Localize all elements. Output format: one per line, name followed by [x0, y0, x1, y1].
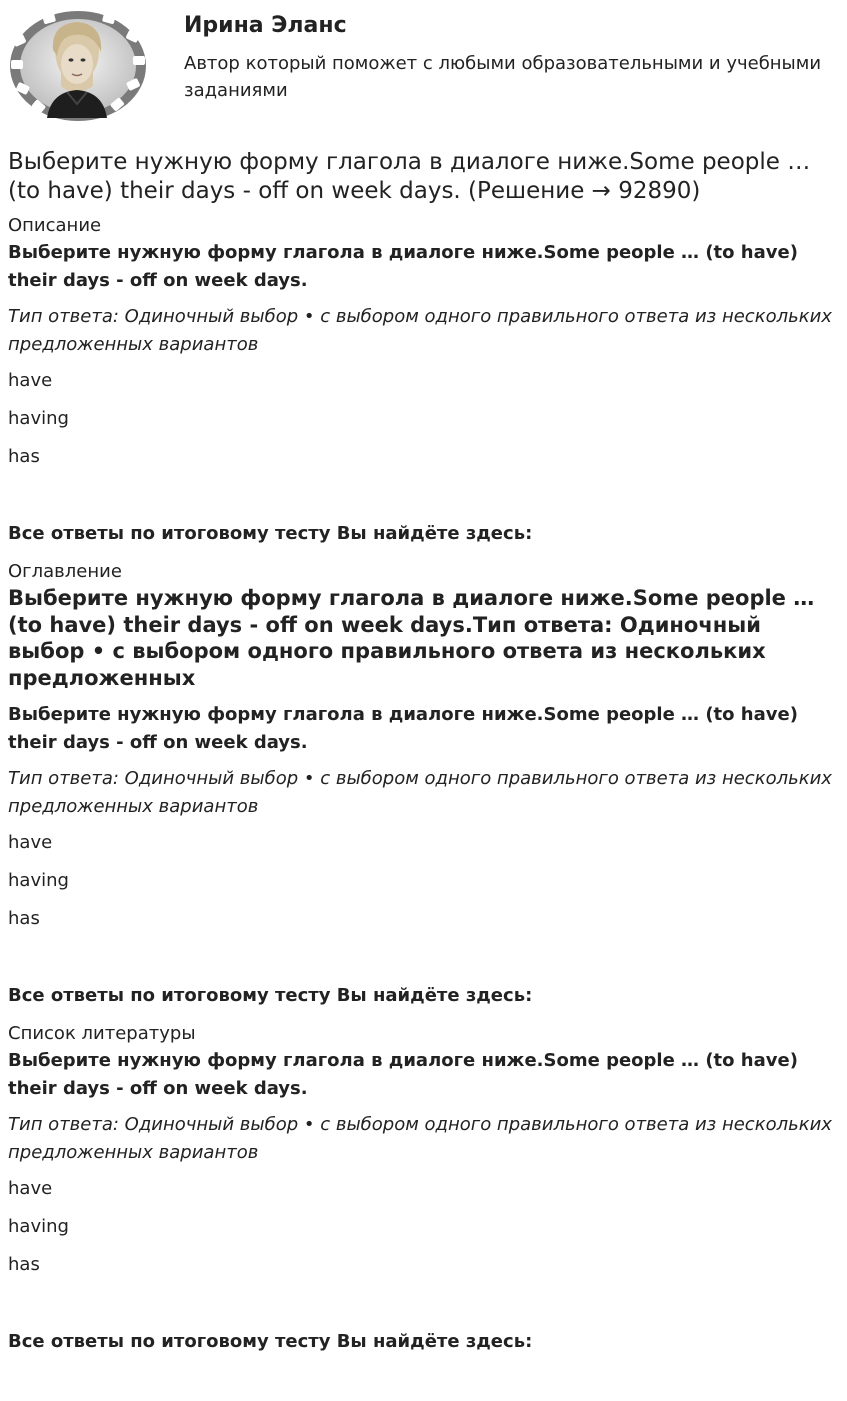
toc-heading: Выберите нужную форму глагола в диалоге ниже.Some people … (to have) their days - off on week days.Тип ответа: Одиночный выбор • с выбором одного правильного ответа из нескольких предложенных	[8, 586, 815, 690]
answer-option: have	[8, 1178, 53, 1199]
answer-option: having	[8, 408, 69, 429]
answer-options	[8, 829, 840, 933]
question-text: Выберите нужную форму глагола в диалоге ниже.Some people … (to have) their days - off on week days.	[8, 242, 798, 291]
answer-option: has	[8, 1254, 40, 1275]
all-answers-text: Все ответы по итоговому тесту Вы найдёте здесь:	[8, 985, 533, 1006]
author-avatar	[7, 6, 150, 126]
answer-type-text: Тип ответа: Одиночный выбор • с выбором одного правильного ответа из нескольких предложенных вариантов	[8, 1114, 832, 1163]
author-header	[0, 0, 847, 130]
answer-option: having	[8, 1216, 69, 1237]
toc-section	[8, 560, 840, 1008]
toc-label: Оглавление	[8, 561, 122, 582]
answer-option: has	[8, 446, 40, 467]
answer-options	[8, 367, 840, 471]
question-text: Выберите нужную форму глагола в диалоге ниже.Some people … (to have) their days - off on week days.	[8, 1050, 798, 1099]
page-title: Выберите нужную форму глагола в диалоге ниже.Some people … (to have) their days - off on week days. (Решение → 92890)	[8, 149, 811, 204]
answer-option: has	[8, 908, 40, 929]
answer-option: having	[8, 870, 69, 891]
answer-type-text: Тип ответа: Одиночный выбор • с выбором одного правильного ответа из нескольких предложенных вариантов	[8, 306, 832, 355]
literature-section	[8, 1022, 840, 1354]
all-answers-text: Все ответы по итоговому тесту Вы найдёте здесь:	[8, 1331, 533, 1352]
author-description: Автор который поможет с любыми образовательными и учебными заданиями	[184, 53, 822, 101]
literature-label: Список литературы	[8, 1023, 196, 1044]
author-name: Ирина Эланс	[184, 13, 347, 38]
main-content	[8, 148, 840, 1368]
answer-options	[8, 1175, 840, 1279]
all-answers-text: Все ответы по итоговому тесту Вы найдёте здесь:	[8, 523, 533, 544]
answer-option: have	[8, 370, 53, 391]
answer-type-text: Тип ответа: Одиночный выбор • с выбором одного правильного ответа из нескольких предложенных вариантов	[8, 768, 832, 817]
answer-option: have	[8, 832, 53, 853]
question-text: Выберите нужную форму глагола в диалоге ниже.Some people … (to have) their days - off on week days.	[8, 704, 798, 753]
description-label: Описание	[8, 215, 102, 236]
description-section	[8, 214, 840, 546]
